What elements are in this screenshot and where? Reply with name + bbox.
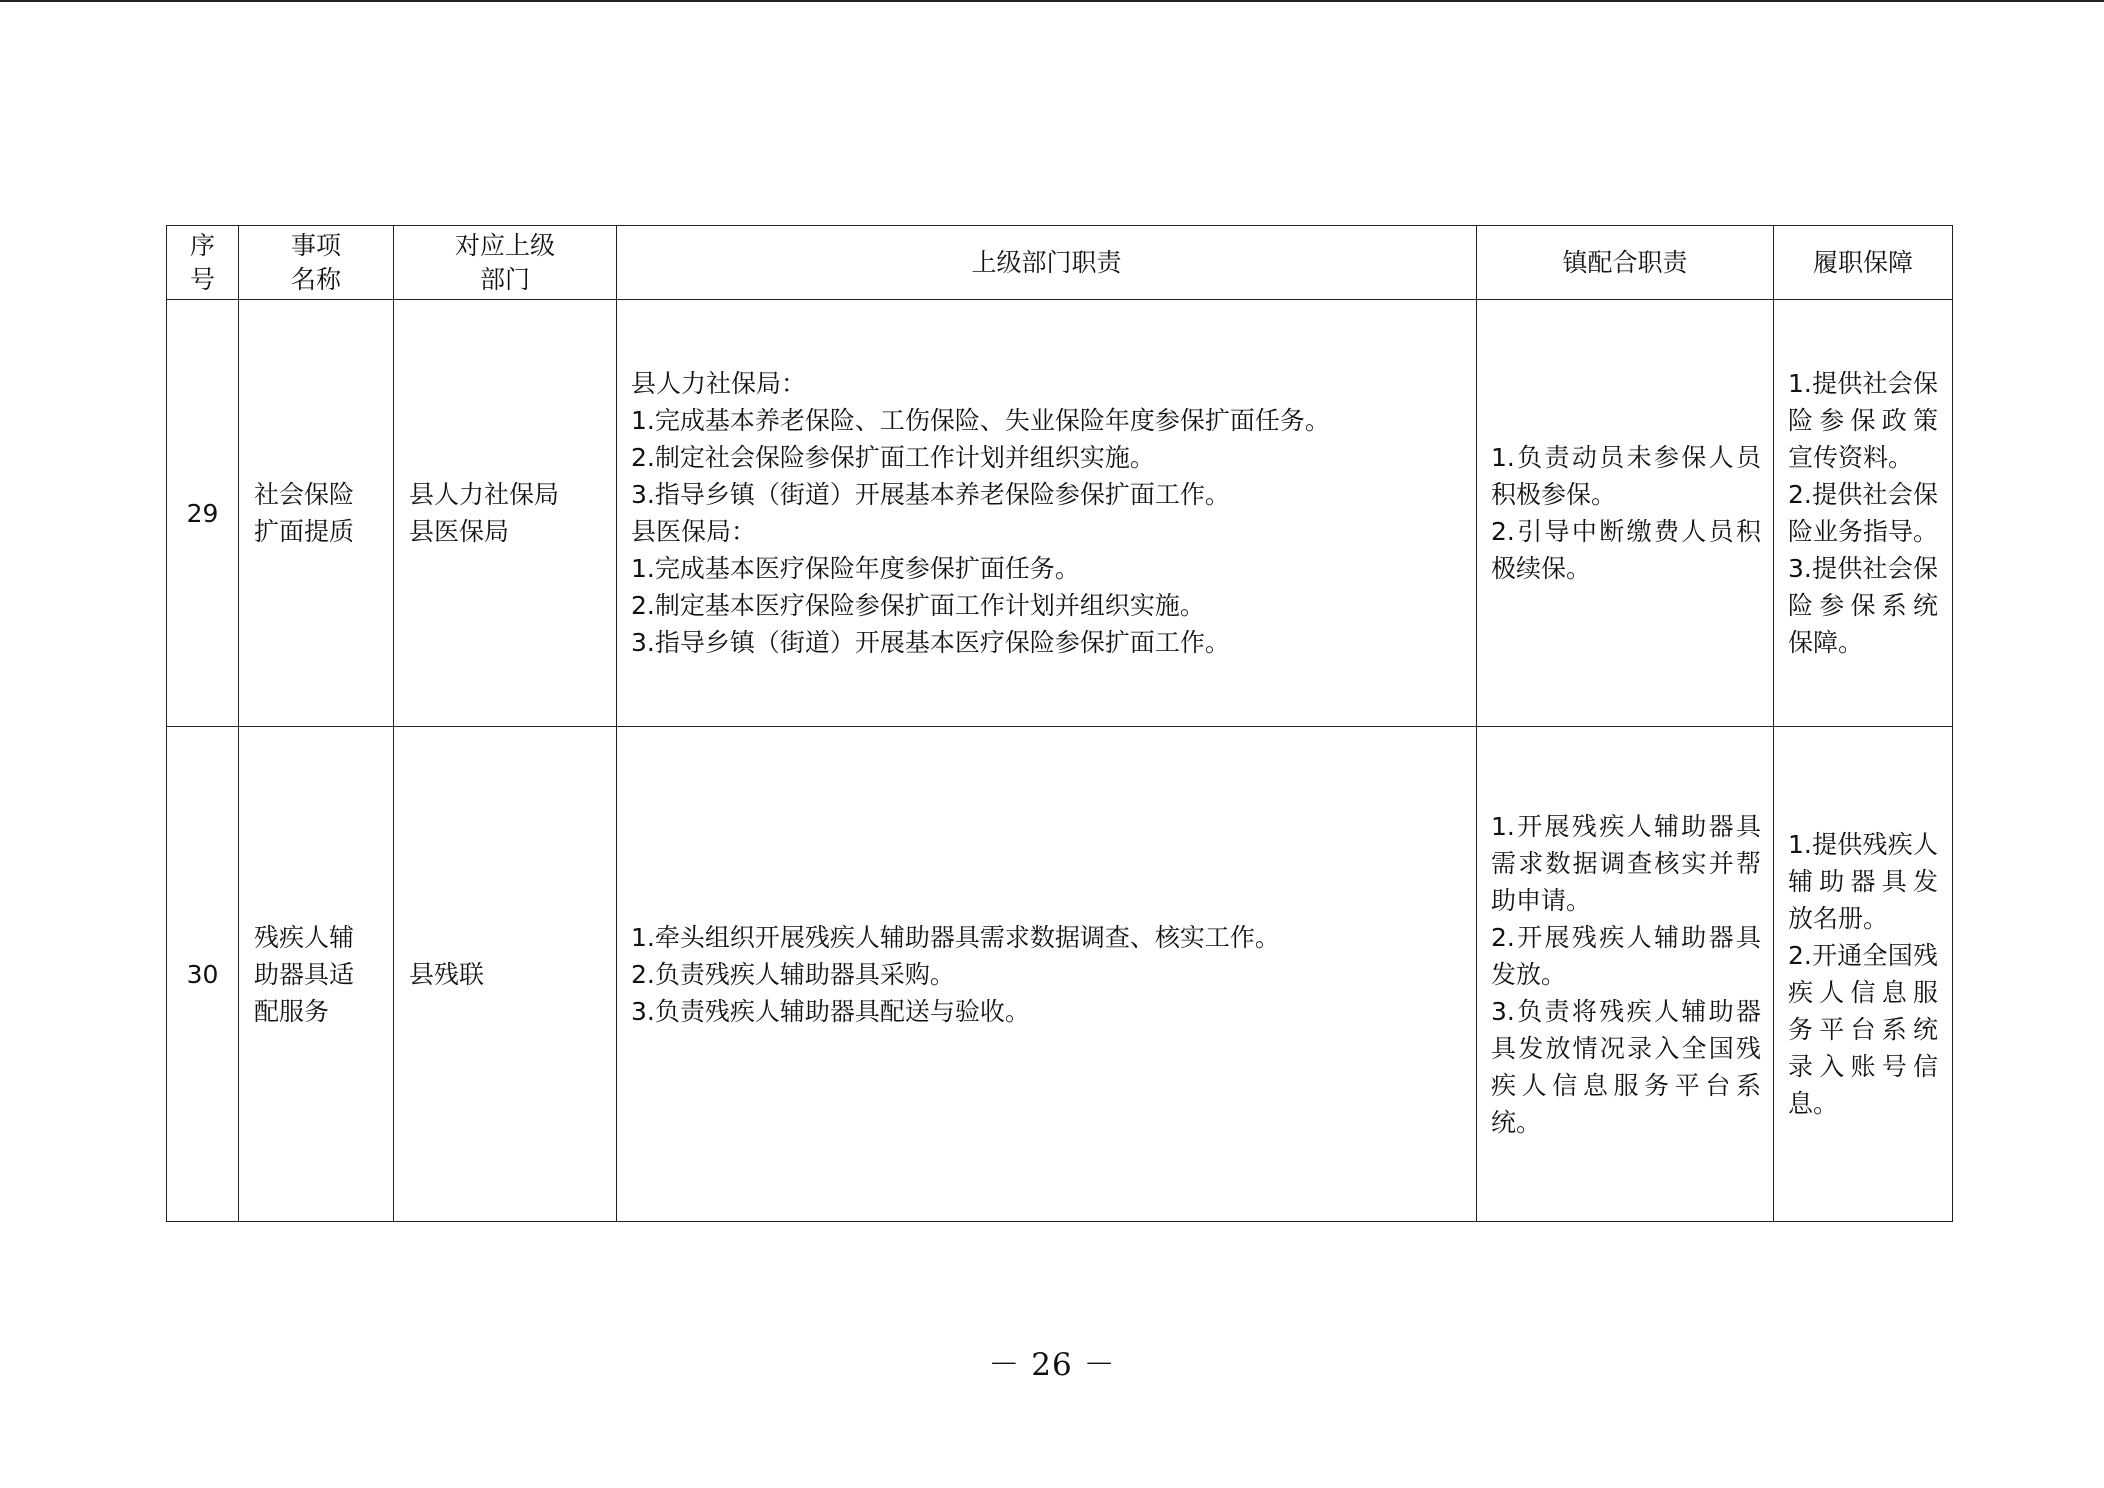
- superior-duties: 1.牵头组织开展残疾人辅助器具需求数据调查、核实工作。 2.负责残疾人辅助器具采购。 3.负责残疾人辅助器具配送与验收。: [617, 727, 1477, 1222]
- row-number: 29: [167, 300, 239, 727]
- table-row: [167, 300, 1953, 727]
- table-row: [167, 727, 1953, 1222]
- town-cooperation-duties: 1.负责动员未参保人员 积极参保。 2.引导中断缴费人员积 极续保。: [1477, 300, 1774, 727]
- table-header-row: [167, 226, 1953, 300]
- top-border-line: [0, 0, 2104, 2]
- superior-department: 县人力社保局 县医保局: [394, 300, 617, 727]
- header-duty: 上级部门职责: [617, 226, 1477, 300]
- performance-guarantee: 1.提供社会保 险参保政策 宣传资料。 2.提供社会保 险业务指导。 3.提供社会保 险参保系统 保障。: [1774, 300, 1953, 727]
- performance-guarantee: 1.提供残疾人 辅助器具发 放名册。 2.开通全国残 疾人信息服 务平台系统 录入账号信 息。: [1774, 727, 1953, 1222]
- superior-department: 县残联: [394, 727, 617, 1222]
- page-number: － 26 －: [988, 1347, 1116, 1383]
- header-no: 序 号: [167, 226, 239, 300]
- duty-table: [166, 225, 1953, 1222]
- header-dept: 对应上级 部门: [394, 226, 617, 300]
- row-number: 30: [167, 727, 239, 1222]
- superior-duties: 县人力社保局： 1.完成基本养老保险、工伤保险、失业保险年度参保扩面任务。 2.制定社会保险参保扩面工作计划并组织实施。 3.指导乡镇（街道）开展基本养老保险参保扩面工作。 县医保局： 1.完成基本医疗保险年度参保扩面任务。 2.制定基本医疗保险参保扩面工作计划并组织实施。 3.指导乡镇（街道）开展基本医疗保险参保扩面工作。: [617, 300, 1477, 727]
- item-name: 社会保险 扩面提质: [239, 300, 394, 727]
- item-name: 残疾人辅 助器具适 配服务: [239, 727, 394, 1222]
- header-name: 事项 名称: [239, 226, 394, 300]
- town-cooperation-duties: 1.开展残疾人辅助器具 需求数据调查核实并帮 助申请。 2.开展残疾人辅助器具 发放。 3.负责将残疾人辅助器 具发放情况录入全国残 疾人信息服务平台系 统。: [1477, 727, 1774, 1222]
- header-guarantee: 履职保障: [1774, 226, 1953, 300]
- header-coop: 镇配合职责: [1477, 226, 1774, 300]
